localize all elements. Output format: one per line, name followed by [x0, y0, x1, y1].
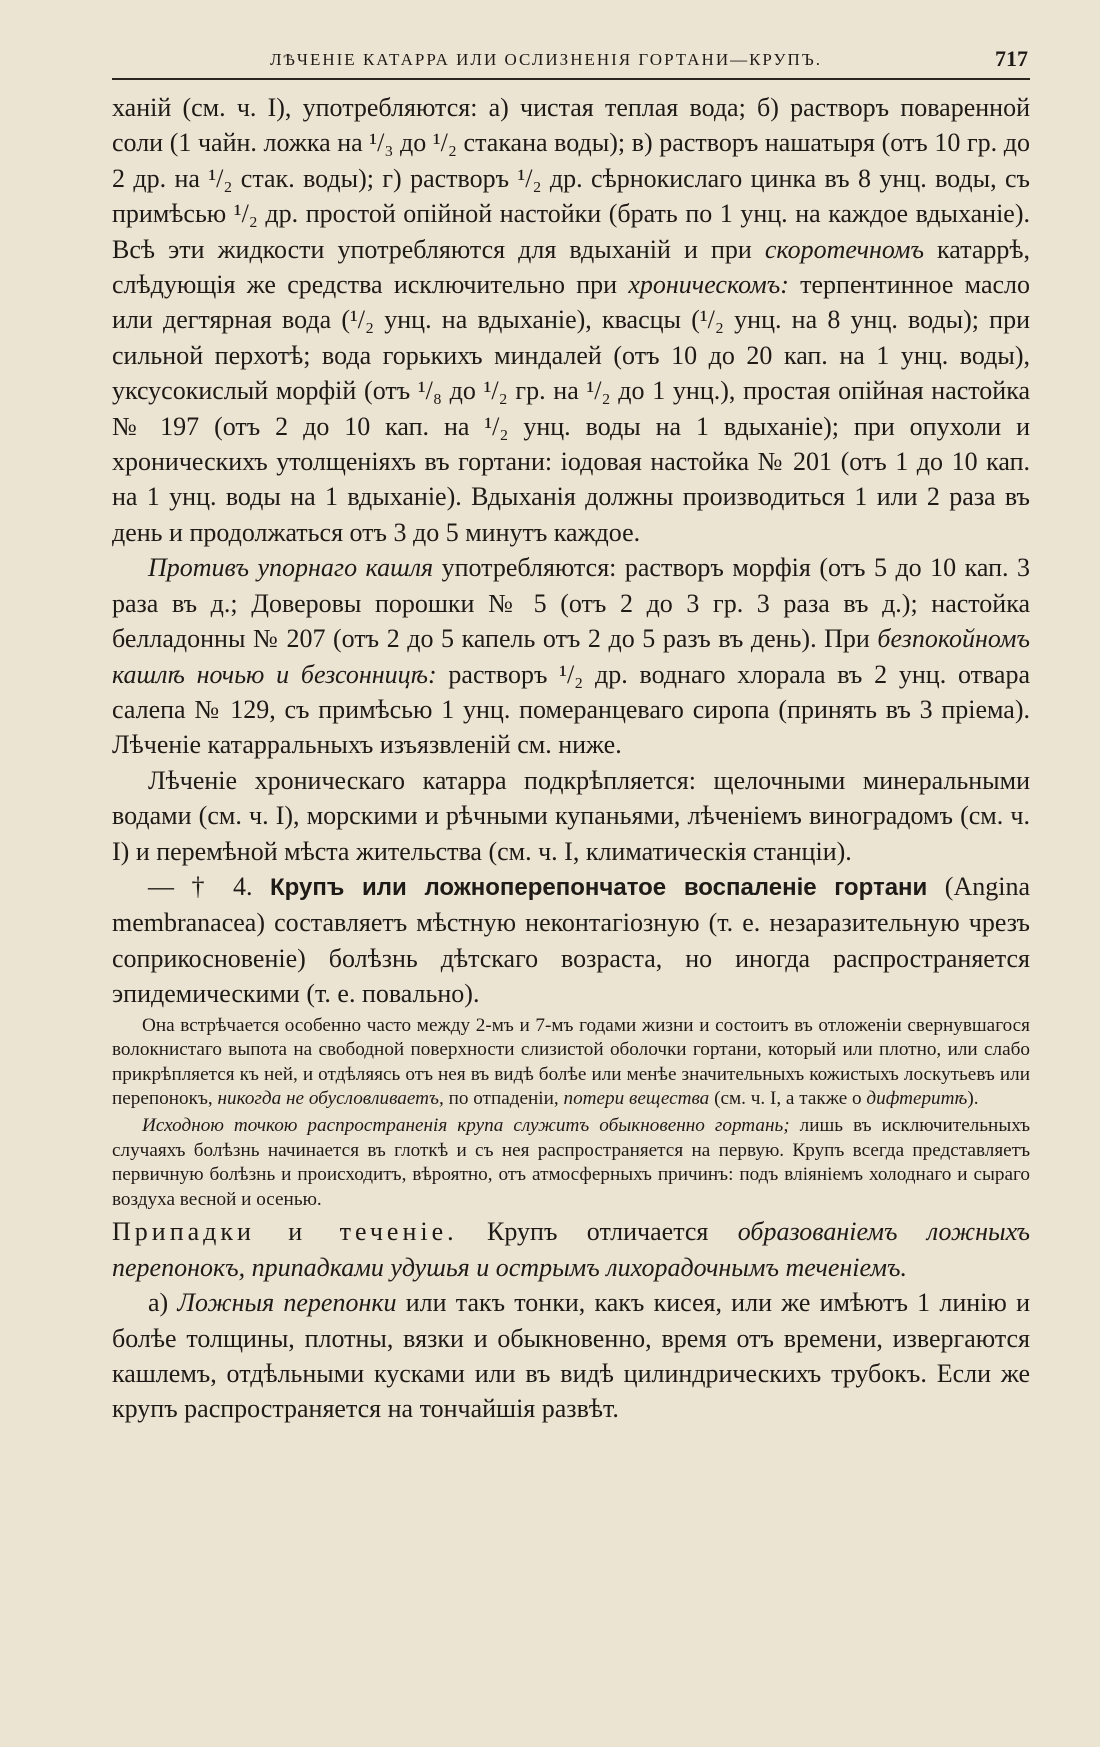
paragraph-cough: Противъ упорнаго кашля употребляются: растворъ морфія (отъ 5 до 10 кап. 3 раза въ д.; Доверовы порошки № 5 (отъ 2 до 3 гр. 3 раза въ д.); настойка белладонны № 207 (отъ 2 до 5 капель отъ 2 до 5 разъ въ день). При безпокойномъ кашлѣ ночью и безсонницѣ: растворъ ¹/₂ др. воднаго хлорала въ 2 унц. отвара салепа № 129, съ примѣсью 1 унц. померанцеваго сиропа (принять въ 3 пріема). Лѣченіе катарральныхъ изъязвленій см. ниже. [112, 553, 1030, 760]
smallprint-occurrence: Она встрѣчается особенно часто между 2-мъ и 7-мъ годами жизни и состоитъ въ отложеніи свернувшагося волокнистаго выпота на свободной поверхности слизистой оболочки гортани, который или плотно, или слабо прикрѣпляется къ ней, и отдѣляясь отъ нея въ видѣ болѣе или менѣе значительныхъ кожистыхъ лоскутьевъ или перепонокъ, никогда не обусловливаетъ, по отпаденіи, потери вещества (см. ч. I, а также о дифтеритѣ). [112, 1014, 1030, 1110]
page-number: 717 [995, 46, 1028, 71]
running-title: ЛѢЧЕНІЕ КАТАРРА ИЛИ ОСЛИЗНЕНІЯ ГОРТАНИ—КРУПЪ. [270, 50, 823, 69]
paragraph-chronic-treatment: Лѣченіе хроническаго катарра подкрѣпляется: щелочными минеральными водами (см. ч. I), морскими и рѣчными купаньями, лѣченіемъ виноградомъ (см. ч. I) и перемѣной мѣста жительства (см. ч. I, климатическія станціи). [112, 765, 1030, 866]
paragraph-inhalations: ханій (см. ч. I), употребляются: а) чистая теплая вода; б) растворъ поваренной соли (1 чайн. ложка на ¹/₃ до ¹/₂ стакана воды); в) растворъ нашатыря (отъ 10 гр. до 2 др. на ¹/₂ стак. воды); г) растворъ ¹/₂ др. сѣрнокислаго цинка въ 8 унц. воды, съ примѣсью ¹/₂ др. простой опійной настойки (брать по 1 унц. на каждое вдыханіе). Всѣ эти жидкости употребляются для вдыханій и при скоротечномъ катаррѣ, слѣдующія же средства исключительно при хроническомъ: терпентинное масло или дегтярная вода (¹/₂ унц. на вдыханіе), квасцы (¹/₂ унц. на 8 унц. воды); при сильной перхотѣ; вода горькихъ миндалей (отъ 10 до 20 кап. на 1 унц. воды), уксусокислый морфій (отъ ¹/₈ до ¹/₂ гр. на ¹/₂ до 1 унц.), простая опійная настойка № 197 (отъ 2 до 10 кап. на ¹/₂ унц. воды на 1 вдыханіе); при опухоли и хроническихъ утолщеніяхъ въ гортани: іодовая настойка № 201 (отъ 1 до 10 кап. на 1 унц. воды на 1 вдыханіе). Вдыханія должны производиться 1 или 2 раза въ день и продолжаться отъ 3 до 5 минутъ каждое. [112, 93, 1030, 547]
paragraph-croup-definition: — † 4. Крупъ или ложноперепончатое воспаленіе гортани (Angina membranacea) составляетъ мѣстную неконтагіозную (т. е. незаразительную чрезъ соприкосновеніе) болѣзнь дѣтскаго возраста, но иногда распространяется эпидемическими (т. е. повально). [112, 871, 1031, 1009]
paragraph-false-membranes: а) Ложныя перепонки или такъ тонки, какъ кисея, или же имѣютъ 1 линію и болѣе толщины, плотны, вязки и обыкновенно, время отъ времени, извергаются кашлемъ, отдѣльными кусками или въ видѣ цилиндрическихъ трубокъ. Если же крупъ распространяется на тончайшія развѣт. [112, 1288, 1030, 1424]
paragraph-symptoms: Припадки и теченіе. Крупъ отличается образованіемъ ложныхъ перепонокъ, припадками удушья и острымъ лихорадочнымъ теченіемъ. [112, 1217, 1030, 1282]
running-header [112, 44, 1030, 80]
section-heading-croup: Крупъ или ложноперепончатое воспаленіе гортани [270, 873, 928, 901]
subheading-symptoms: Припадки и теченіе. [112, 1217, 458, 1247]
smallprint-origin: Исходною точкою распространенія крупа служитъ обыкновенно гортань; лишь въ исключительныхъ случаяхъ болѣзнь начинается въ глоткѣ и съ нея распространяется на первую. Крупъ всегда представляетъ первичную болѣзнь и происходитъ, вѣроятно, отъ атмосферныхъ причинъ: подъ вліяніемъ холоднаго и сыраго воздуха весной и осенью. [112, 1114, 1030, 1210]
